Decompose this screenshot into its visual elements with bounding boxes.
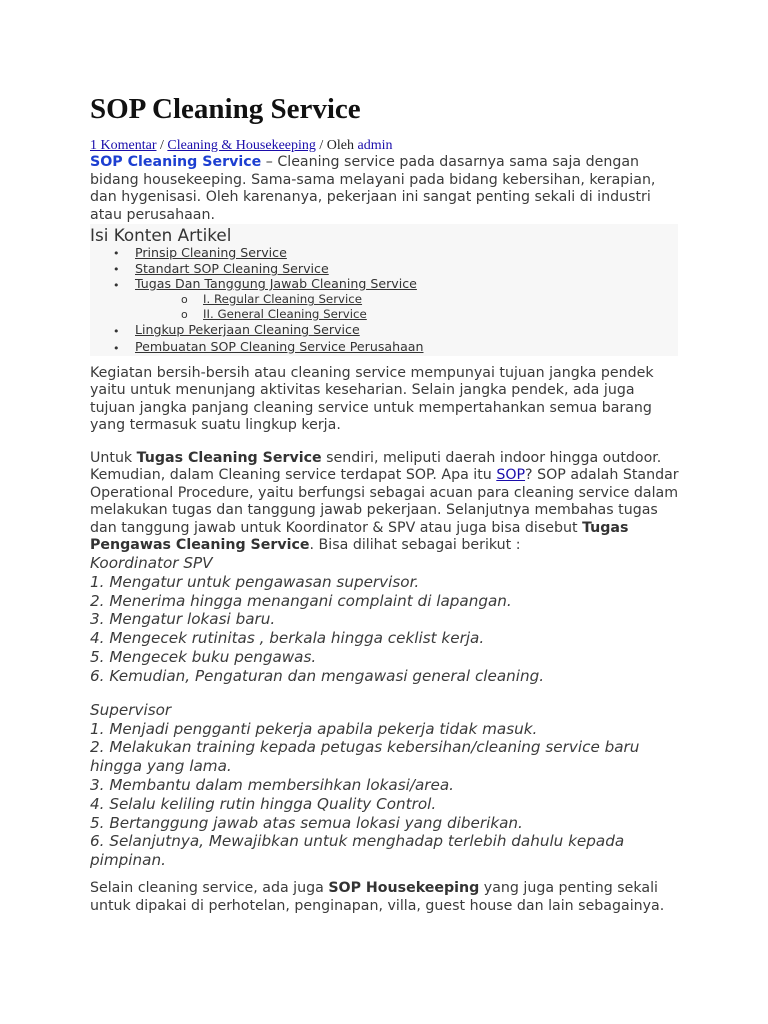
bold-term: Tugas Cleaning Service xyxy=(136,450,322,466)
toc-title: Isi Konten Artikel xyxy=(90,225,232,245)
toc-item[interactable]: Tugas Dan Tanggung Jawab Cleaning Service xyxy=(135,276,417,291)
author-link[interactable]: admin xyxy=(357,138,393,153)
meta-author-prefix: / Oleh xyxy=(315,138,358,153)
text-run: yang juga penting sekali untuk dipakai di perhotelan, penginapan, villa, guest house dan lain sebagainya. xyxy=(90,880,665,914)
list-item: 1. Mengatur untuk pengawasan supervisor. xyxy=(90,573,420,591)
sub-bullet-icon: o xyxy=(181,308,188,321)
bullet-icon: • xyxy=(113,279,120,292)
text-run: ? SOP adalah Standar Operational Procedure, yaitu berfungsi sebagai acuan para cleaning service dalam melakukan tugas dan tanggung jawab pekerjaan. Selanjutnya membahas tugas dan tanggung jawab untuk Koordinator & SPV atau juga bisa disebut xyxy=(90,467,679,536)
text-run: Untuk xyxy=(90,450,137,466)
toc-item[interactable]: Pembuatan SOP Cleaning Service Perusahaan xyxy=(135,339,424,354)
bullet-icon: • xyxy=(113,325,120,338)
list-item: 1. Menjadi pengganti pekerja apabila pekerja tidak masuk. xyxy=(90,720,538,738)
sub-bullet-icon: o xyxy=(181,293,188,306)
list-item: 6. Selanjutnya, Mewajibkan untuk menghadap terlebih dahulu kepada pimpinan. xyxy=(90,832,625,869)
body-paragraph-tasks xyxy=(90,450,682,554)
toc-item[interactable]: Prinsip Cleaning Service xyxy=(135,245,287,260)
text-run: . Bisa dilihat sebagai berikut : xyxy=(309,537,521,554)
page-title: SOP Cleaning Service xyxy=(90,93,361,125)
intro-paragraph xyxy=(90,154,680,224)
list-item: 4. Selalu keliling rutin hingga Quality Control. xyxy=(90,795,437,813)
body-paragraph: Kegiatan bersih-bersih atau cleaning service mempunyai tujuan jangka pendek yaitu untuk menunjang aktivitas keseharian. Selain jangka pendek, ada juga tujuan jangka panjang cleaning service untuk mempertahankan semua barang yang termasuk suatu lingkup kerja. xyxy=(90,365,654,434)
sop-link[interactable]: SOP xyxy=(496,467,526,484)
toc-sub-item[interactable]: II. General Cleaning Service xyxy=(203,307,367,321)
list-item: 5. Bertanggung jawab atas semua lokasi yang diberikan. xyxy=(90,814,523,832)
bullet-icon: • xyxy=(113,247,120,260)
bullet-icon: • xyxy=(113,263,120,276)
list-item: 2. Melakukan training kepada petugas kebersihan/cleaning service baru hingga yang lama. xyxy=(90,738,640,775)
bold-term: SOP Housekeeping xyxy=(328,880,480,896)
comments-link[interactable]: 1 Komentar xyxy=(90,138,157,153)
koordinator-heading: Koordinator SPV xyxy=(90,554,213,572)
post-meta xyxy=(90,138,393,154)
toc-sub-item[interactable]: I. Regular Cleaning Service xyxy=(203,292,363,306)
intro-text: – Cleaning service pada dasarnya sama saja dengan bidang housekeeping. Sama-sama melayani pada bidang kebersihan, kerapian, dan hygenisasi. Oleh karenanya, pekerjaan ini sangat penting sekali di industri atau perusahaan. xyxy=(90,154,656,223)
table-of-contents xyxy=(90,224,678,356)
list-item: 2. Menerima hingga menangani complaint di lapangan. xyxy=(90,592,512,610)
category-link[interactable]: Cleaning & Housekeeping xyxy=(167,138,316,153)
text-run: Selain cleaning service, ada juga xyxy=(90,880,329,896)
bullet-icon: • xyxy=(113,342,120,355)
toc-item[interactable]: Standart SOP Cleaning Service xyxy=(135,261,329,276)
text-run: sendiri, meliputi daerah indoor hingga outdoor. Kemudian, dalam Cleaning service terdapat SOP. Apa itu xyxy=(90,450,662,484)
intro-lead: SOP Cleaning Service xyxy=(90,154,262,170)
meta-separator: / xyxy=(156,138,168,153)
list-item: 3. Mengatur lokasi baru. xyxy=(90,610,276,628)
list-item: 3. Membantu dalam membersihkan lokasi/area. xyxy=(90,776,455,794)
bold-term: Tugas Pengawas Cleaning Service xyxy=(90,519,629,554)
list-item: 6. Kemudian, Pengaturan dan mengawasi general cleaning. xyxy=(90,667,545,685)
list-item: 5. Mengecek buku pengawas. xyxy=(90,648,317,666)
supervisor-heading: Supervisor xyxy=(90,701,172,719)
list-item: 4. Mengecek rutinitas , berkala hingga ceklist kerja. xyxy=(90,629,485,647)
closing-paragraph xyxy=(90,880,682,915)
toc-item[interactable]: Lingkup Pekerjaan Cleaning Service xyxy=(135,322,360,337)
